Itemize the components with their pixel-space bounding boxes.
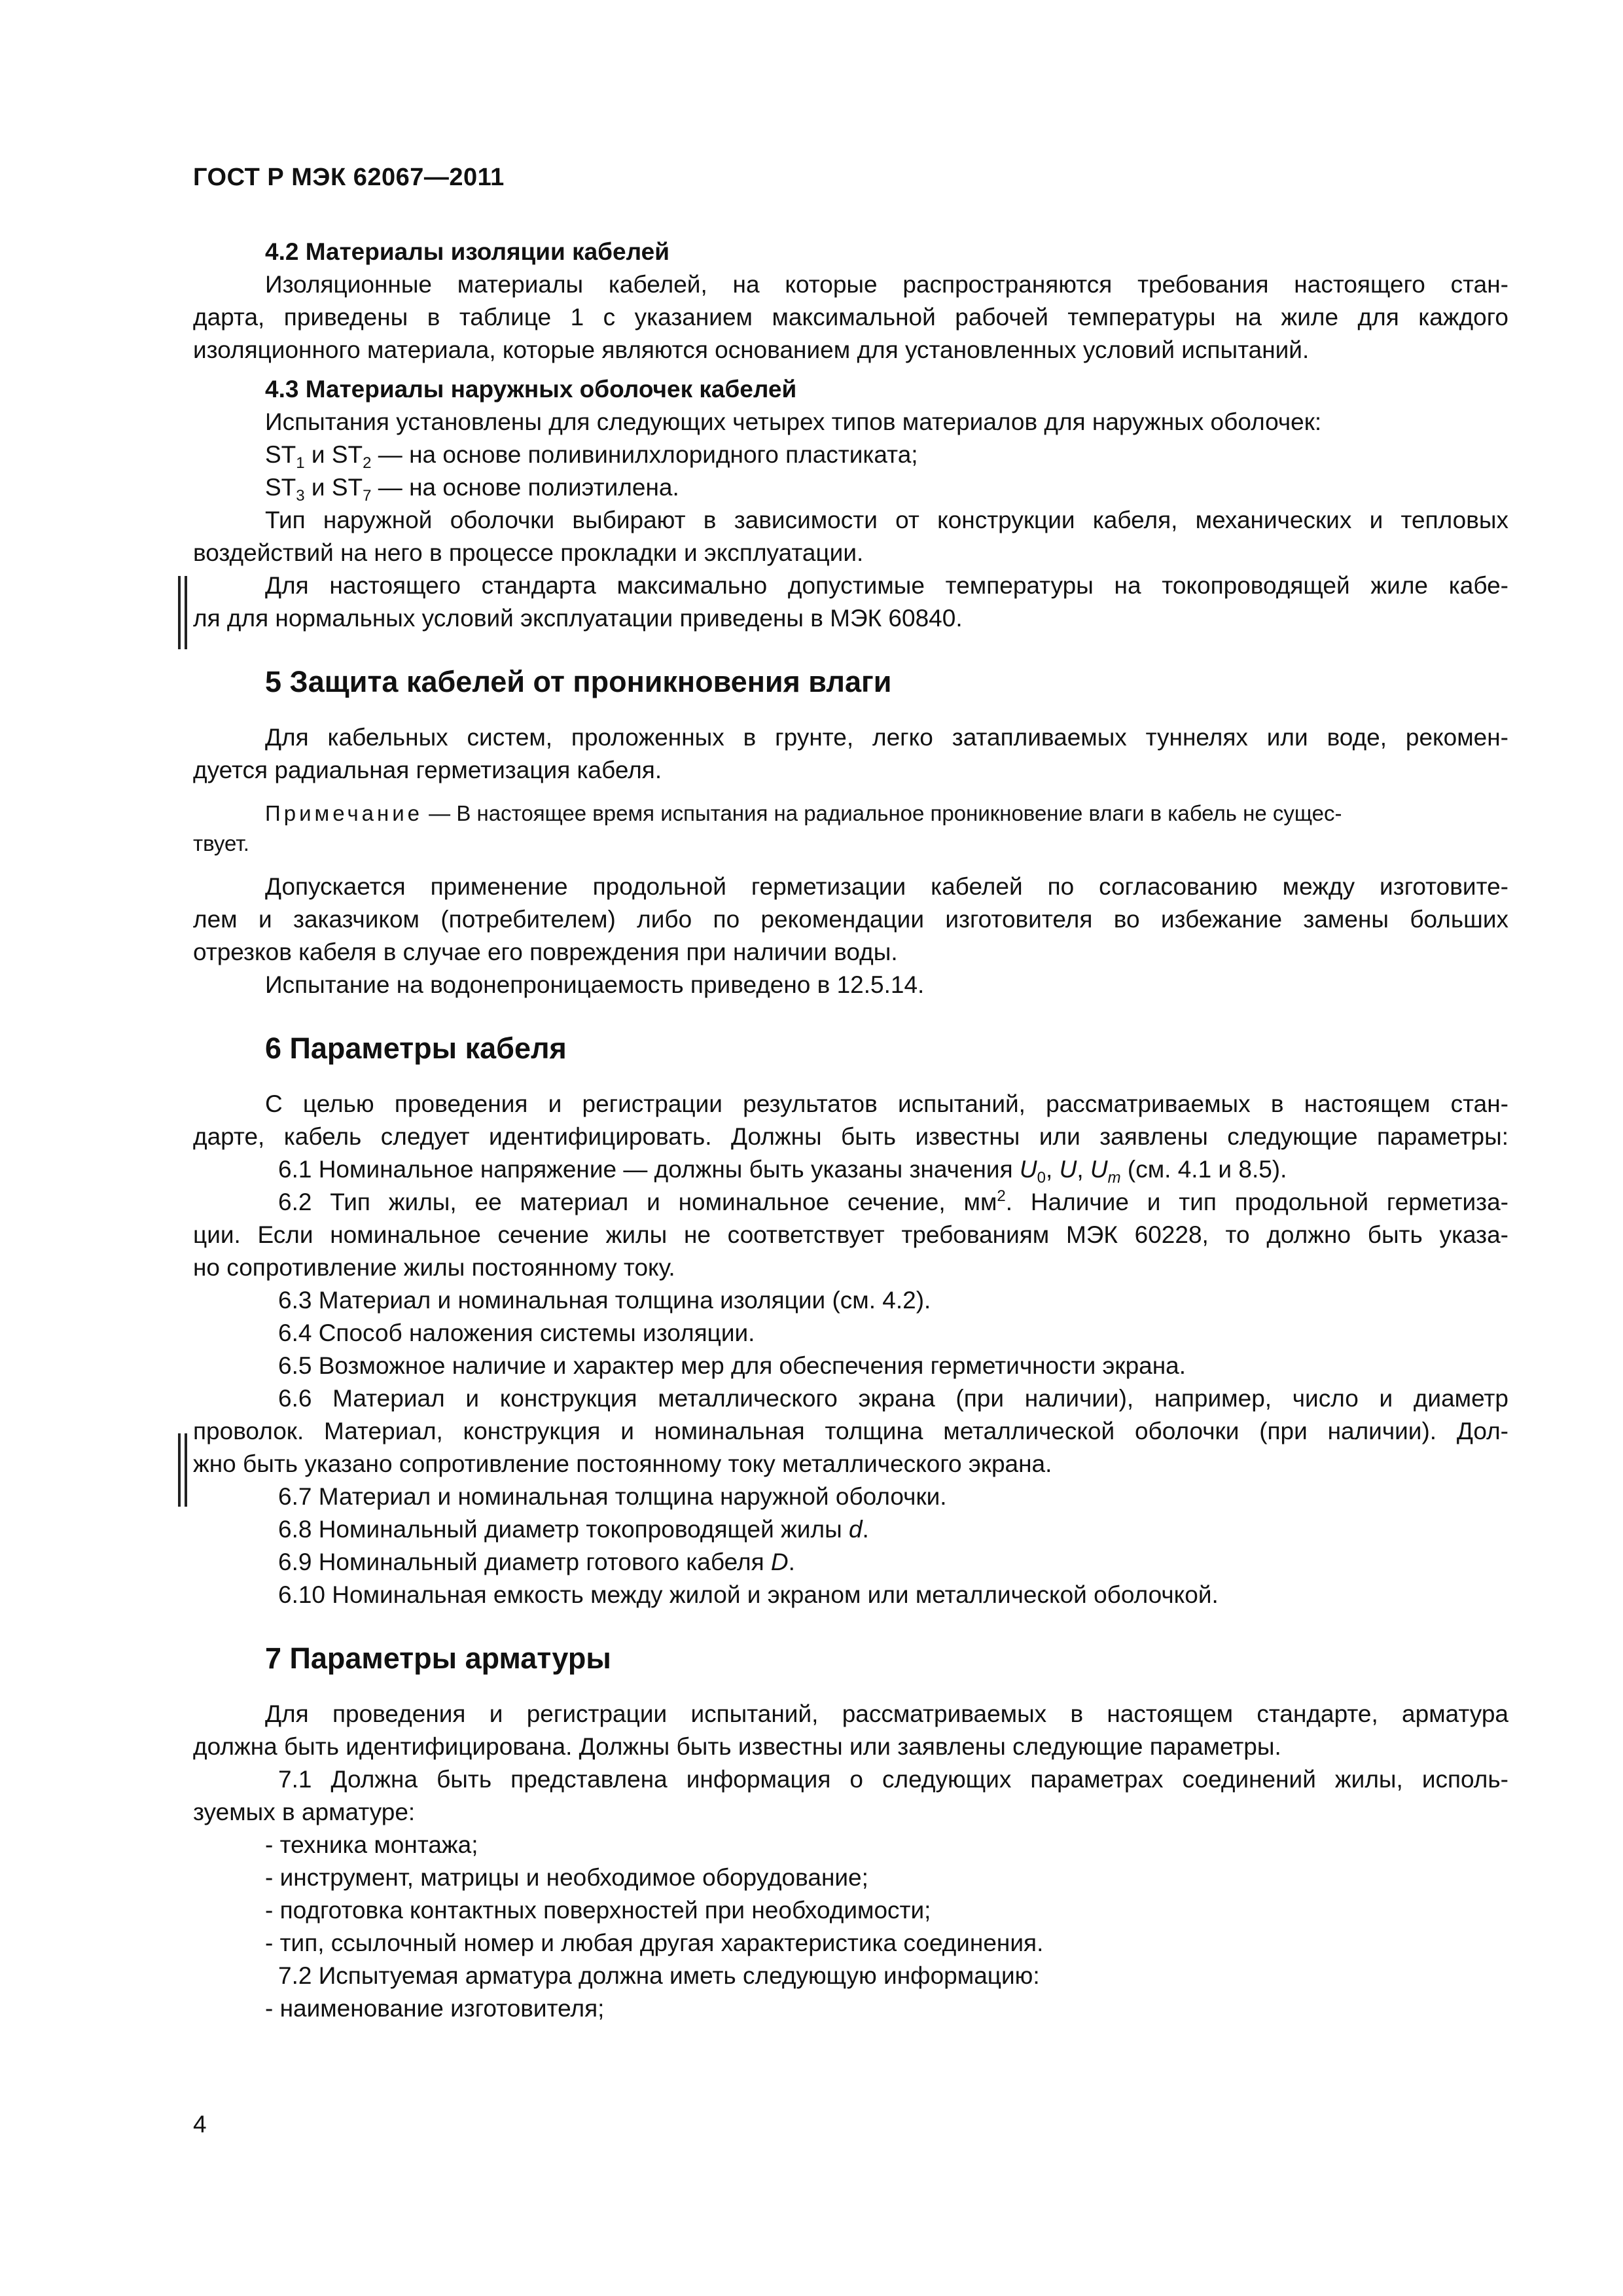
item-6-9: 6.9 Номинальный диаметр готового кабеля D. xyxy=(278,1549,795,1575)
item-6-3: 6.3 Материал и номинальная толщина изоляции (см. 4.2). xyxy=(278,1287,931,1314)
list-item: - тип, ссылочный номер и любая другая характеристика соединения. xyxy=(265,1929,1044,1956)
note-line: Примечание — В настоящее время испытания на радиальное проникновение влаги в кабель не сущес- xyxy=(265,801,1342,825)
paragraph-line: дарта, приведены в таблице 1 с указанием максимальной рабочей температуры на жиле для каждого xyxy=(193,304,1508,331)
section-6-heading: 6 Параметры кабеля xyxy=(265,1031,567,1065)
item-6-7: 6.7 Материал и номинальная толщина наружной оболочки. xyxy=(278,1483,947,1510)
paragraph-line: должна быть идентифицирована. Должны быть известны или заявлены следующие параметры. xyxy=(193,1733,1281,1760)
paragraph-line: Изоляционные материалы кабелей, на которые распространяются требования настоящего стан- xyxy=(265,271,1508,298)
paragraph-line: Для кабельных систем, проложенных в грунте, легко затапливаемых туннелях или воде, рекомен- xyxy=(265,724,1508,751)
item-7-2: 7.2 Испытуемая арматура должна иметь следующую информацию: xyxy=(278,1962,1040,1989)
item-6-5: 6.5 Возможное наличие и характер мер для обеспечения герметичности экрана. xyxy=(278,1352,1186,1379)
paragraph-line: ции. Если номинальное сечение жилы не соответствует требованиям МЭК 60228, то должно быть указа- xyxy=(193,1221,1508,1248)
item-7-1: 7.1 Должна быть представлена информация о следующих параметрах соединений жилы, исполь- xyxy=(278,1766,1508,1793)
item-6-10: 6.10 Номинальная емкость между жилой и экраном или металлической оболочкой. xyxy=(278,1581,1219,1608)
revision-bar xyxy=(185,576,187,649)
paragraph-line: отрезков кабеля в случае его повреждения при наличии воды. xyxy=(193,939,898,965)
revision-bar xyxy=(178,576,181,649)
revision-bar xyxy=(178,1433,181,1507)
list-item: - инструмент, матрицы и необходимое оборудование; xyxy=(265,1864,868,1891)
page-number: 4 xyxy=(193,2111,207,2138)
list-item: - техника монтажа; xyxy=(265,1831,478,1858)
paragraph-line: но сопротивление жилы постоянному току. xyxy=(193,1254,675,1281)
paragraph-line: жно быть указано сопротивление постоянному току металлического экрана. xyxy=(193,1450,1052,1477)
section-4-3-heading: 4.3 Материалы наружных оболочек кабелей xyxy=(265,376,797,403)
page-content xyxy=(193,236,1508,2025)
item-6-2: 6.2 Тип жилы, ее материал и номинальное сечение, $мм^2$. Наличие и тип продольной герметиза- xyxy=(278,1187,1509,1215)
section-5-heading: 5 Защита кабелей от проникновения влаги xyxy=(265,665,892,698)
list-item: - наименование изготовителя; xyxy=(265,1995,605,2022)
paragraph-line: Для проведения и регистрации испытаний, рассматриваемых в настоящем стандарте, арматура xyxy=(265,1700,1508,1727)
paragraph-line: Для настоящего стандарта максимально допустимые температуры на токопроводящей жиле кабе- xyxy=(265,572,1508,599)
st-pe-line: $ST_3$ и $ST_7$ — на основе полиэтилена. xyxy=(265,474,679,505)
paragraph-line: Испытания установлены для следующих четырех типов материалов для наружных оболочек: xyxy=(265,408,1322,435)
section-4-2-heading: 4.2 Материалы изоляции кабелей xyxy=(265,238,669,265)
document-header: ГОСТ Р МЭК 62067—2011 xyxy=(193,164,505,191)
paragraph-line: Испытание на водонепроницаемость приведено в 12.5.14. xyxy=(265,971,925,998)
paragraph-line: проволок. Материал, конструкция и номинальная толщина металлической оболочки (при наличии). Дол- xyxy=(193,1418,1508,1444)
paragraph-line: лем и заказчиком (потребителем) либо по рекомендации изготовителя во избежание замены больших xyxy=(193,906,1508,933)
item-6-1: 6.1 Номинальное напряжение — должны быть указаны значения $U_0$, U, $U_m$ (см. 4.1 и 8.5). xyxy=(278,1156,1287,1187)
paragraph-line: Тип наружной оболочки выбирают в зависимости от конструкции кабеля, механических и тепловых xyxy=(265,507,1508,533)
paragraph-line: дарте, кабель следует идентифицировать. Должны быть известны или заявлены следующие параметры: xyxy=(193,1123,1508,1150)
paragraph-line: зуемых в арматуре: xyxy=(193,1799,416,1825)
note-line: твует. xyxy=(193,831,249,855)
item-6-4: 6.4 Способ наложения системы изоляции. xyxy=(278,1319,755,1346)
paragraph-line: С целью проведения и регистрации результатов испытаний, рассматриваемых в настоящем стан- xyxy=(265,1090,1508,1117)
st-pvc-line: $ST_1$ и $ST_2$ — на основе поливинилхлоридного пластиката; xyxy=(265,441,918,472)
paragraph-line: дуется радиальная герметизация кабеля. xyxy=(193,757,662,783)
paragraph-line: ля для нормальных условий эксплуатации приведены в МЭК 60840. xyxy=(193,605,963,632)
list-item: - подготовка контактных поверхностей при необходимости; xyxy=(265,1897,931,1924)
revision-bar xyxy=(185,1433,187,1507)
paragraph-line: Допускается применение продольной герметизации кабелей по согласованию между изготовите- xyxy=(265,873,1508,900)
paragraph-line: изоляционного материала, которые являются основанием для установленных условий испытаний. xyxy=(193,336,1310,363)
paragraph-line: воздействий на него в процессе прокладки и эксплуатации. xyxy=(193,539,864,566)
item-6-6: 6.6 Материал и конструкция металлического экрана (при наличии), например, число и диаметр xyxy=(278,1385,1508,1412)
section-7-heading: 7 Параметры арматуры xyxy=(265,1641,611,1675)
item-6-8: 6.8 Номинальный диаметр токопроводящей жилы d. xyxy=(278,1516,869,1543)
